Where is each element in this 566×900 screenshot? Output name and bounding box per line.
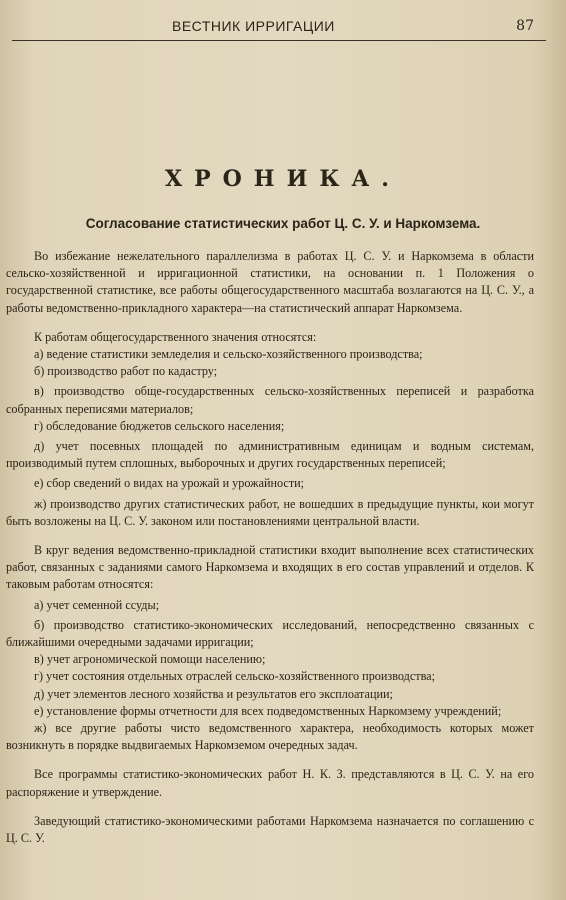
list-item: в) учет агрономической помощи населению; (34, 652, 266, 667)
list-item: д) учет элементов лесного хозяйства и результатов его эксплоатации; (34, 686, 393, 701)
list-item: г) учет состояния отдельных отраслей сельско-хозяйственного производства; (34, 669, 435, 684)
list-item: в) производство обще-государственных сельско-хозяйственных переписей и разработка собранных переписями материалов; (6, 384, 534, 416)
article-title: Согласование статистических работ Ц. С. У. и Наркомзема. (85, 216, 481, 231)
paragraph: Заведующий статистико-экономическими работами Наркомзема назначается по соглашению с Ц. С. У. (6, 813, 534, 846)
list-item: ж) все другие работы чисто ведомственного характера, необходимость которых может возникнуть в порядке выдвигаемых Наркомземом очередных задач. (6, 721, 534, 753)
list-item: е) сбор сведений о видах на урожай и урожайности; (34, 476, 305, 491)
list-item: б) производство статистико-экономических исследований, непосредственно связанных с ближайшими очередными задачами ирригации; (6, 617, 534, 650)
journal-title: ВЕСТНИК ИРРИГАЦИИ (172, 18, 335, 34)
list-item: а) ведение статистики земледелия и сельско-хозяйственного производства; (34, 347, 423, 362)
section-heading: ХРОНИКА. (165, 166, 401, 192)
paragraph: Все программы статистико-экономических работ Н. К. З. представляются в Ц. С. У. на его распоряжение и утверждение. (6, 767, 534, 799)
paragraph: В круг ведения ведомственно-прикладной статистики входит выполнение всех статистических работ, связанных с заданиями самого Наркомзема и входящих в его состав управлений и отделов. К таковым работам относятся: (6, 543, 534, 592)
page-number: 87 (516, 18, 534, 34)
article-body (6, 248, 534, 847)
list-item: а) учет семенной ссуды; (34, 597, 160, 612)
paragraph: К работам общегосударственного значения относятся: (34, 329, 317, 344)
list-item: д) учет посевных площадей по административным единицам и водным системам, производимый путем сплошных, выборочных и других государственных переписей; (6, 439, 534, 471)
list-item: г) обследование бюджетов сельского населения; (34, 418, 285, 433)
running-header (12, 16, 546, 41)
list-item: е) установление формы отчетности для всех подведомственных Наркомзему учреждений; (34, 703, 502, 718)
paragraph: Во избежание нежелательного параллелизма в работах Ц. С. У. и Наркомзема в области сельско-хозяйственной и ирригационной статистики, на основании п. 1 Положения о государственной статистике, все работы общегосударственного масштаба возлагаются на Ц. С. У., а работы ведомственно-прикладного характера—на статистический аппарат Наркомзема. (6, 249, 534, 315)
list-item: ж) производство других статистических работ, не вошедших в предыдущие пункты, кои могут быть возложены на Ц. С. У. законом или постановлениями центральной власти. (6, 496, 534, 528)
list-item: б) производство работ по кадастру; (34, 364, 218, 379)
